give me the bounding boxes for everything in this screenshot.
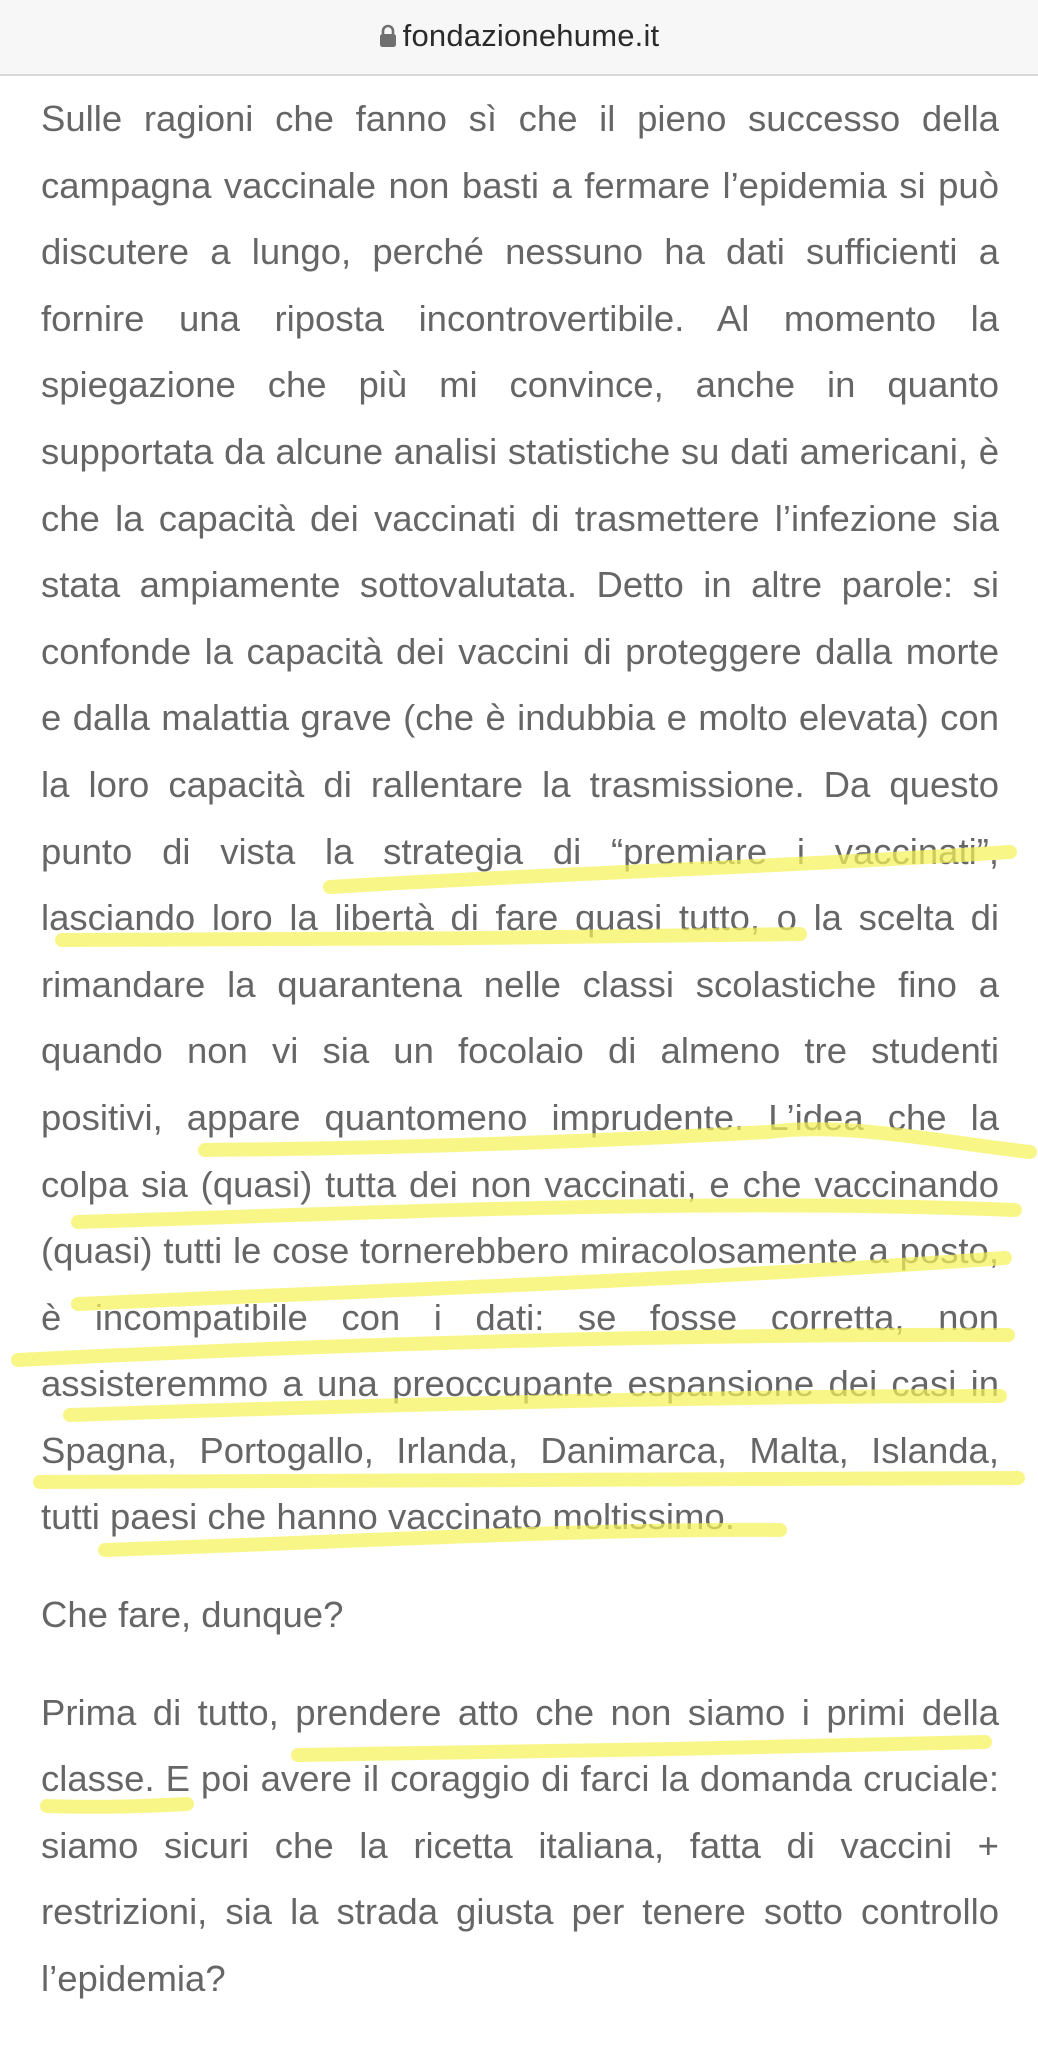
- address-bar[interactable]: [0, 0, 1038, 76]
- url-display[interactable]: [379, 18, 660, 54]
- article-paragraph: Prima di tutto, prendere atto che non siamo i primi della classe. E poi avere il coraggio di farci la domanda cruciale: siamo sicuri che la ricetta italiana, fatta di vaccini + restrizioni, sia la strada giusta per tenere sotto controllo l’epidemia?: [41, 1691, 999, 2000]
- lock-icon: [379, 24, 397, 48]
- url-text: fondazionehume.it: [402, 18, 660, 53]
- article-body: [41, 86, 999, 2013]
- article-paragraph: Sulle ragioni che fanno sì che il pieno successo della campagna vaccinale non basti a fermare l’epidemia si può discutere a lungo, perché nessuno ha dati sufficienti a fornire una riposta incontrovertibile. Al momento la spiegazione che più mi convince, anche in quanto supportata da alcune analisi statistiche su dati americani, è che la capacità dei vaccinati di trasmettere l’infezione sia stata ampiamente sottovalutata. Detto in altre parole: si confonde la capacità dei vaccini di proteggere dalla morte e dalla malattia grave (che è indubbia e molto elevata) con la loro capacità di rallentare la trasmissione. Da questo punto di vista la strategia di “premiare i vaccinati”, lasciando loro la libertà di fare quasi tutto, o la scelta di rimandare la quarantena nelle classi scolastiche fino a quando non vi sia un focolaio di almeno tre studenti positivi, appare quantomeno imprudente. L’idea che la colpa sia (quasi) tutta dei non vaccinati, e che vaccinando (quasi) tutti le cose tornerebbero miracolosamente a posto, è incompatibile con i dati: se fosse corretta, non assisteremmo a una preoccupante espansione dei casi in Spagna, Portogallo, Irlanda, Danimarca, Malta, Islanda, tutti paesi che hanno vaccinato moltissimo.: [41, 98, 999, 1538]
- article-question: Che fare, dunque?: [41, 1594, 344, 1636]
